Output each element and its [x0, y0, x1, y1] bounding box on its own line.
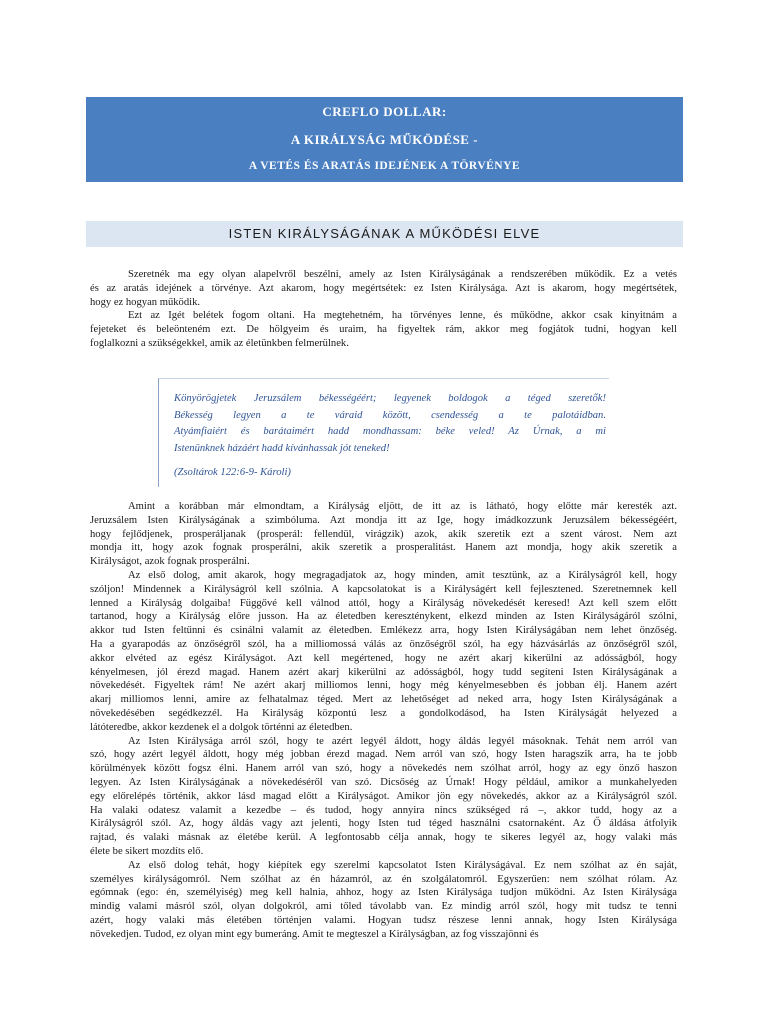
- text-line: akarj milliomos lenni, amire az felhatalmaz téged. Mert az lehetőséget ad neked arra, hogy Isten Királyságának a: [90, 694, 677, 706]
- text-line: rajtad, és valaki másnak az életébe kerül. A legfontosabb célja annak, hogy te sikeres legyél az, hogy valaki más: [90, 832, 677, 844]
- body-paragraphs: [90, 500, 677, 942]
- text-line: Istenünknek házáért hadd kívánhassak jót teneked!: [174, 442, 390, 454]
- text-line: körülmények között fogsz élni. Hanem arról van szó, hogy a növekedés nem szólhat arról, hogy az egy önző haszon: [90, 763, 677, 775]
- text-line: szó, hogy azért legyél áldott, hogy még jobban érezd magad. Nem arról van szó, hogy Isten haragszik arra, ha te jobb: [90, 749, 677, 761]
- text-line: akkor elvéted az egész Királyságot. Azt kell megértened, hogy ne azért akarj kikerülni az adósságból, hogy: [90, 652, 677, 664]
- document-title: A KIRÁLYSÁG MŰKÖDÉSE -: [290, 132, 479, 147]
- text-line: Királyságot, azok fognak prosperálni.: [90, 556, 250, 568]
- text-line: Amint a korábban már elmondtam, a Királyság eljött, de itt az is látható, hogy előtte már keresték azt.: [128, 501, 677, 512]
- text-line: Szeretnék ma egy olyan alapelvről beszélni, amely az Isten Királyságának a rendszerében működik. Ez a vetés: [128, 269, 677, 280]
- text-line: látóteredbe, akkor kezdenek el a dolgok történni az életedben.: [90, 721, 353, 733]
- text-line: és az aratás idejének a törvénye. Azt akarom, hogy megértsétek: ez Isten Királysága. Azt is akarom, hogy megértsétek,: [90, 282, 677, 294]
- text-line: Az első dolog, amit akarok, hogy megragadjatok az, hogy minden, amit tesztünk, az a Királyságról kell, hogy: [128, 569, 677, 581]
- text-line: fejeteket és beleönteném ezt. De hölgyeim és uraim, ha figyeltek rám, akkor meg fogjátok tudni, hogyan kell: [90, 324, 677, 336]
- text-line: akkor tud Isten feltűnni és csinálni valamit az életedben. Emlékezz arra, hogy Isten Királyságában nem lehet önzőség.: [90, 625, 677, 637]
- text-line: Ezt az Igét belétek fogom oltani. Ha megtehetném, ha törvényes lenne, és működne, akkor csak kinyitnám a: [128, 310, 677, 322]
- text-line: Királyságról szól. Az, hogy áldás vagy azt jelenti, hogy Isten tud téged használni csatornaként. Az Ő áldása átfolyik: [90, 818, 677, 830]
- document-subtitle: A VETÉS ÉS ARATÁS IDEJÉNEK A TÖRVÉNYE: [248, 160, 521, 172]
- text-line: kényelmesen, jól érezd magad. Hanem azért akarj kikerülni az adósságból, hogy tudd segíteni Isten Királyságának a: [90, 666, 677, 678]
- text-line: foglalkozni a szükségekkel, amik az életünkben felmerülnek.: [90, 337, 349, 349]
- text-line: Ha a gyarapodás az önzőségről szól, ha a milliomossá válás az önzőségről szól, ha egy házvásárlás az önzőségről szól,: [90, 638, 677, 650]
- section-heading: ISTEN KIRÁLYSÁGÁNAK A MŰKÖDÉSI ELVE: [86, 221, 683, 247]
- text-line: Jeruzsálem Isten Királyságának a szimbóluma. Azt mondja itt az Ige, hogy imádkozzunk Jeruzsálem békességéért,: [90, 514, 677, 526]
- text-line: Az Isten Királysága arról szól, hogy te azért legyél áldott, hogy áldás legyél másoknak. Tehát nem arról van: [128, 735, 677, 747]
- title-banner: [86, 97, 683, 182]
- text-line: szóljon! Mindennek a Királyságról kell szólnia. A kapcsolatokat is a Királyságért kell fejlesztened. Szeretnemnek kell: [90, 583, 677, 595]
- text-line: Ha valaki odatesz valamit a kezedbe – és tudod, hogy annyira nincs szükséged rá –, akkor tudd, hogy az a: [90, 804, 677, 816]
- quote-text: [174, 391, 606, 457]
- text-line: azért, hogy valaki más életében történjen valami. Hogyan tudsz részese lenni annak, hogy Isten Királysága: [90, 914, 677, 926]
- text-line: legyen. Az Isten Királyságának a növekedéséről van szó. Dicsőség az Úrnak! Hogy például, amikor a munkahelyeden: [90, 776, 677, 788]
- intro-paragraphs: [90, 268, 677, 351]
- text-line: egy előrelépés történik, akkor lásd magad előtt a Királyságot. Amikor jön egy növekedés, akkor az a Királyságról szól.: [90, 790, 677, 802]
- scripture-quote: [158, 378, 609, 487]
- text-line: növekedését. Figyeltek rám! Ne azért akarj milliomos lenni, hogy még kényelmesebben és jobban élj. Hanem azért: [90, 680, 677, 692]
- quote-reference: (Zsoltárok 122:6-9- Károli): [174, 467, 291, 478]
- text-line: növekedjen. Tudod, ez olyan mint egy bumeráng. Amit te megteszel a Királyságban, az fog visszajönni és: [90, 928, 539, 940]
- author-heading: CREFLO DOLLAR:: [322, 104, 447, 119]
- text-line: Békesség legyen a te váraid között, csendesség a te palotáidban.: [174, 409, 606, 421]
- text-line: hogy ez hogyan működik.: [90, 296, 201, 308]
- text-line: élete be sikert mozdíts elő.: [90, 845, 204, 857]
- text-line: lenned a Királyság dolgaiba! Függővé kell válnod attól, hogy a Királyság növekedését keresed! Azt kell szem előtt: [90, 597, 677, 609]
- text-line: egómnak (ego: én, személyiség) meg kell halnia, ahhoz, hogy az Isten Királysága tudjon működni. Az Isten Királysága: [90, 887, 677, 899]
- text-line: hogy fejlődjenek, prosperáljanak (prosperál: fellendül, virágzik) azok, akik szeretik ezt a szent várost. Nem azt: [90, 528, 677, 540]
- text-line: Atyámfiaiért és barátaimért hadd mondhassam: béke veled! Az Úrnak, a mi: [174, 426, 606, 437]
- text-line: személyes királyságomról. Nem szólhat az én házamról, az én szolgálatomról. Egyszerűen: nem szólhat rólam. Az: [90, 873, 677, 885]
- text-line: mondja itt, hogy azok fognak prosperálni, akik szeretik a prosperalitást. Hanem azt mondja, hogy akik szeretik a: [90, 542, 677, 554]
- text-line: Könyörögjetek Jeruzsálem békességéért; legyenek boldogok a téged szeretők!: [174, 393, 606, 404]
- text-line: tartanod, hogy a Királyság előre jusson. Ha az életedben kereszténykent, elkezd minden az Isten Királyságáról szólni,: [90, 611, 677, 623]
- text-line: növekedésében segédkezzél. Ha Királyság központú lesz a gondolkodásod, ha Isten Királyságát helyezed a: [90, 707, 677, 719]
- text-line: Az első dolog tehát, hogy kiépítek egy szerelmi kapcsolatot Isten Királyságával. Ez nem szólhat az én saját,: [128, 859, 677, 871]
- text-line: mindig valami másról szól, olyan dolgokról, ami tőled távolabb van. Ez mindig arról szól, hogy mit tudsz te tenni: [90, 901, 677, 913]
